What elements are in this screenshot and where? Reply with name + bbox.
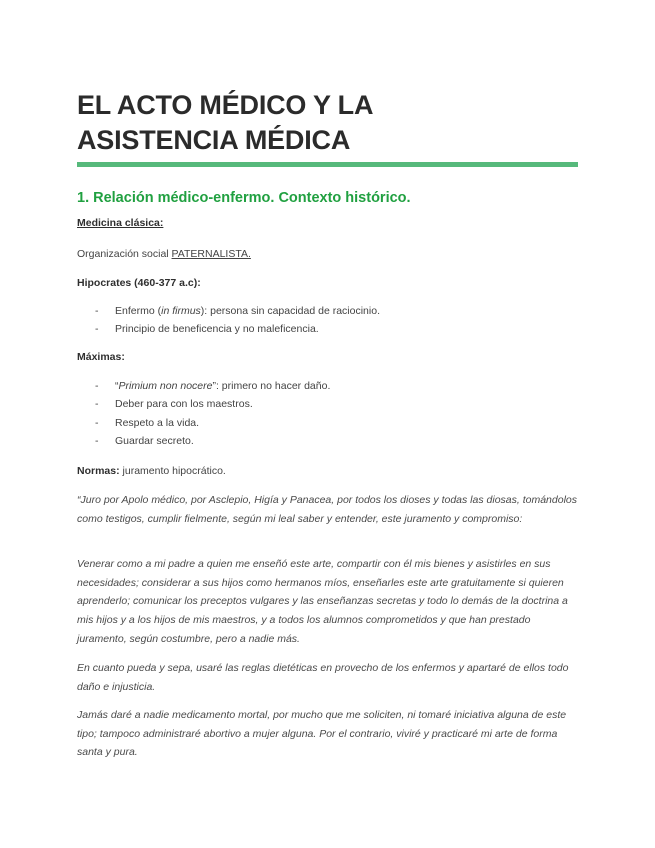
maximas-list <box>95 377 330 450</box>
list-item: - Guardar secreto. <box>95 432 330 450</box>
list-dash: - <box>95 434 99 447</box>
list-item: - Principio de beneficencia y no maleficencia. <box>95 320 380 338</box>
hipocrates-label: Hipocrates (460-377 a.c): <box>77 277 201 289</box>
maximas-label: Máximas: <box>77 351 125 363</box>
organizacion-social-label: Organización social <box>77 248 172 260</box>
page-title-line-2: ASISTENCIA MÉDICA <box>77 125 351 155</box>
oath-paragraph-3: En cuanto pueda y sepa, usaré las reglas dietéticas en provecho de los enfermos y apartaré de ellos todo daño e injusticia. <box>77 662 569 693</box>
list-dash: - <box>95 416 99 429</box>
subheading-medicina-clasica: Medicina clásica: <box>77 217 164 229</box>
list-item: - Enfermo (in firmus): persona sin capacidad de raciocinio. <box>95 302 380 320</box>
oath-paragraph-1: “Juro por Apolo médico, por Asclepio, Higía y Panacea, por todos los dioses y todas las diosas, tomándolos como testigos, cumplir fielmente, según mi leal saber y entender, este juramento y compromiso: <box>77 494 577 525</box>
section-heading: 1. Relación médico-enfermo. Contexto histórico. <box>77 190 411 206</box>
list-dash: - <box>95 398 99 411</box>
normas-label: Normas: <box>77 465 120 477</box>
oath-paragraph-4: Jamás daré a nadie medicamento mortal, por mucho que me soliciten, ni tomaré iniciativa alguna de este tipo; tampoco administraré abortivo a mujer alguna. Por el contrario, viviré y practicaré mi arte de forma santa y pura. <box>77 709 567 759</box>
page-title <box>77 88 537 158</box>
hipocrates-list <box>95 302 380 339</box>
normas-value: juramento hipocrático. <box>119 465 226 477</box>
page-title-line-1: EL ACTO MÉDICO Y LA <box>77 90 374 120</box>
organizacion-social-line <box>77 247 251 261</box>
list-dash: - <box>95 305 99 317</box>
list-dash: - <box>95 323 99 336</box>
list-item: - “Primium non nocere”: primero no hacer daño. <box>95 377 330 395</box>
list-item: - Deber para con los maestros. <box>95 395 330 413</box>
paternalista-value: PATERNALISTA. <box>171 248 251 260</box>
oath-paragraph-2: Venerar como a mi padre a quien me enseñó este arte, compartir con él mis bienes y asistirles en sus necesidades; considerar a sus hijos como hermanos míos, enseñarles este arte gratuitamente si quieren aprenderlo; comunicar los preceptos vulgares y las enseñanzas secretas y todo lo demás de la doctrina a mis hijos y a los hijos de mis maestros, y a todos los alumnos comprometidos y que han prestado juramento, según costumbre, pero a nadie más. <box>77 558 568 645</box>
list-dash: - <box>95 380 99 392</box>
list-item: - Respeto a la vida. <box>95 414 330 432</box>
title-divider <box>77 162 578 167</box>
normas-line <box>77 464 226 478</box>
